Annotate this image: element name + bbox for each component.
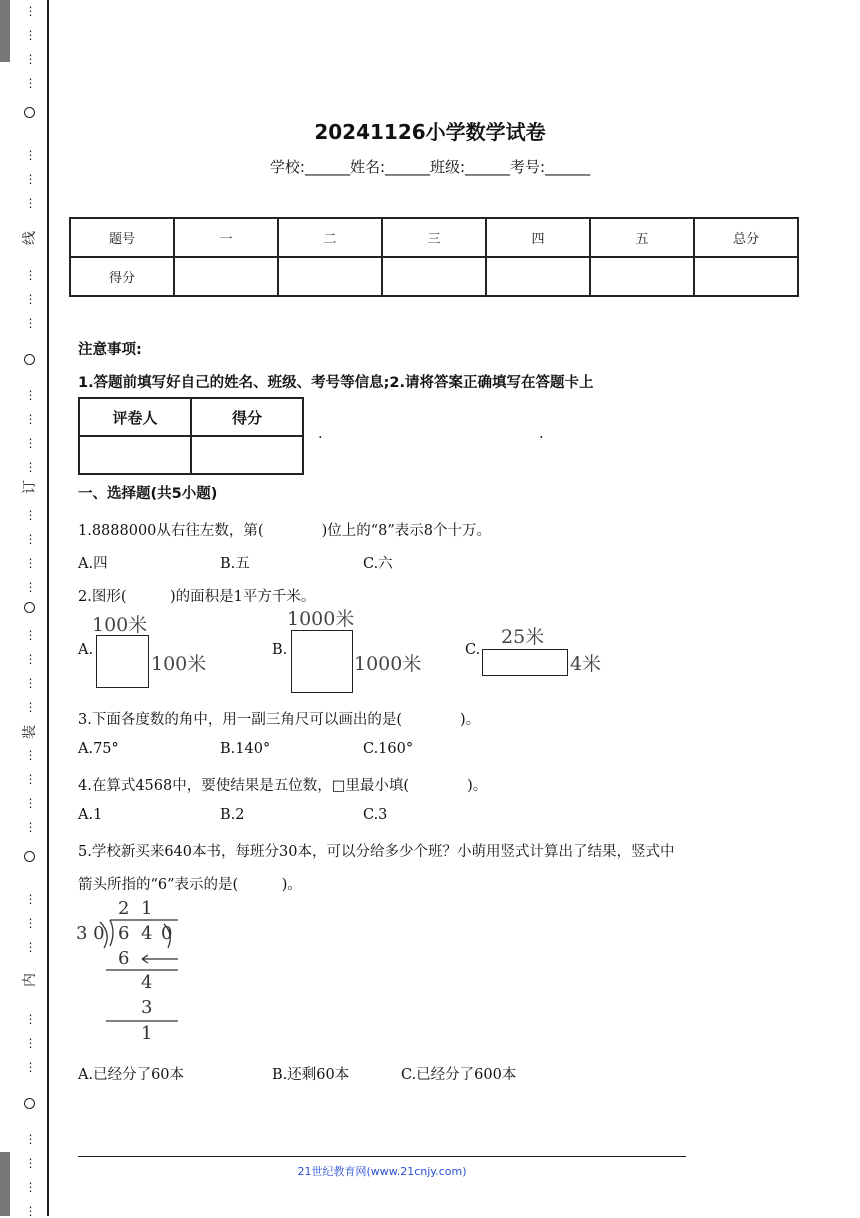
margin-dots: ⋮	[24, 820, 36, 834]
final-remainder: 1	[141, 1023, 153, 1044]
margin-dots: ⋮	[24, 628, 36, 642]
margin-dots: ⋮	[24, 172, 36, 186]
question-3-stem: 3.下面各度数的角中，用一副三角尺可以画出的是( )。	[78, 712, 481, 728]
margin-dots: ⋮	[24, 4, 36, 18]
margin-dots: ⋮	[24, 460, 36, 474]
score-row-label: 得分	[70, 257, 174, 296]
score-header-cell: 三	[382, 218, 486, 257]
margin-dots: ⋮	[24, 676, 36, 690]
margin-circle-icon	[24, 851, 35, 862]
margin-dots: ⋮	[24, 916, 36, 930]
margin-label: 内	[22, 973, 38, 987]
margin-circle-icon	[24, 1098, 35, 1109]
division-bracket-lines	[74, 898, 184, 1048]
margin-gray-block-bottom	[0, 1152, 10, 1216]
figure-c-side-dimension: 4米	[570, 653, 602, 675]
question-3-option-a[interactable]: A.75°	[78, 741, 119, 757]
question-4-stem: 4.在算式4568中，要使结果是五位数，□里最小填( )。	[78, 778, 488, 794]
margin-dots: ⋮	[24, 52, 36, 66]
margin-dots: ⋮	[24, 556, 36, 570]
figure-b-label[interactable]: B.	[272, 642, 288, 658]
question-3-option-b[interactable]: B.140°	[220, 741, 271, 757]
figure-b-square	[291, 630, 353, 693]
margin-dots: ⋮	[24, 508, 36, 522]
quotient-digit: 1	[141, 898, 153, 919]
grader-header-cell: 评卷人	[79, 398, 191, 436]
question-5-stem-line-2: 箭头所指的“6”表示的是( )。	[78, 877, 302, 893]
score-header-cell: 总分	[694, 218, 798, 257]
score-header-cell: 二	[278, 218, 382, 257]
question-1-option-c[interactable]: C.六	[363, 556, 393, 572]
question-4-option-c[interactable]: C.3	[363, 807, 388, 823]
score-blank-cell[interactable]	[694, 257, 798, 296]
margin-dots: ⋮	[24, 28, 36, 42]
question-2-stem: 2.图形( )的面积是1平方千米。	[78, 589, 316, 605]
question-3-option-c[interactable]: C.160°	[363, 741, 414, 757]
question-5-option-b[interactable]: B.还剩60本	[272, 1067, 350, 1083]
margin-dots: ⋮	[24, 412, 36, 426]
figure-c-top-dimension: 25米	[501, 626, 545, 648]
figure-a-top-dimension: 100米	[92, 614, 148, 636]
step-remainder: 4	[141, 972, 153, 993]
question-1-option-a[interactable]: A.四	[78, 556, 108, 572]
student-info-line: 学校:______姓名:______班级:______考号:______	[269, 158, 591, 176]
figure-a-label[interactable]: A.	[78, 642, 94, 658]
margin-dots: ⋮	[24, 196, 36, 210]
quotient-digit: 2	[118, 898, 130, 919]
score-blank-cell[interactable]	[590, 257, 694, 296]
margin-dots: ⋮	[24, 1156, 36, 1170]
margin-dots: ⋮	[24, 1180, 36, 1194]
figure-c-label[interactable]: C.	[465, 642, 481, 658]
footer-rule	[78, 1156, 686, 1157]
question-1-stem: 1.8888000从右往左数，第( )位上的“8”表示8个十万。	[78, 523, 492, 539]
score-header-cell: 一	[174, 218, 278, 257]
notes-text: 1.答题前填写好自己的姓名、班级、考号等信息;2.请将答案正确填写在答题卡上	[78, 375, 594, 391]
margin-gray-block-top	[0, 0, 10, 62]
margin-label: 订	[22, 480, 38, 494]
margin-dots: ⋮	[24, 1204, 36, 1218]
margin-label: 线	[22, 231, 38, 245]
margin-dotted-line	[22, 0, 38, 1216]
dividend-digit: 4	[141, 923, 153, 944]
score-blank-cell[interactable]	[174, 257, 278, 296]
figure-a-side-dimension: 100米	[151, 653, 207, 675]
grader-header-cell: 得分	[191, 398, 303, 436]
question-5-stem-line-1: 5.学校新买来640本书，每班分30本，可以分给多少个班？小萌用竖式计算出了结果，竖式中	[78, 844, 675, 860]
margin-dots: ⋮	[24, 436, 36, 450]
figure-b-side-dimension: 1000米	[354, 653, 422, 675]
margin-dots: ⋮	[24, 1012, 36, 1026]
margin-dots: ⋮	[24, 1060, 36, 1074]
margin-dots: ⋮	[24, 1132, 36, 1146]
dividend-digit: 6	[118, 923, 130, 944]
margin-dots: ⋮	[24, 268, 36, 282]
margin-dots: ⋮	[24, 292, 36, 306]
score-header-cell: 五	[590, 218, 694, 257]
margin-dots: ⋮	[24, 940, 36, 954]
grader-blank-cell[interactable]	[79, 436, 191, 474]
binding-margin	[0, 0, 48, 1216]
page-title: 20241126小学数学试卷	[314, 120, 546, 144]
margin-label: 装	[22, 725, 38, 739]
margin-dots: ⋮	[24, 772, 36, 786]
divisor: 3 0	[76, 923, 105, 944]
score-blank-cell[interactable]	[278, 257, 382, 296]
score-blank-cell[interactable]	[486, 257, 590, 296]
question-5-option-a[interactable]: A.已经分了60本	[78, 1067, 185, 1083]
margin-circle-icon	[24, 602, 35, 613]
margin-dots: ⋮	[24, 388, 36, 402]
dividend-digit: 0	[161, 923, 173, 944]
margin-dots: ⋮	[24, 796, 36, 810]
step-product: 6	[118, 948, 130, 969]
score-blank-cell[interactable]	[382, 257, 486, 296]
long-division-figure	[74, 898, 184, 1048]
question-1-option-b[interactable]: B.五	[220, 556, 250, 572]
margin-border-line	[47, 0, 49, 1216]
margin-dots: ⋮	[24, 700, 36, 714]
score-table	[69, 217, 799, 297]
margin-dots: ⋮	[24, 76, 36, 90]
question-4-option-b[interactable]: B.2	[220, 807, 245, 823]
margin-dots: ⋮	[24, 580, 36, 594]
margin-dots: ⋮	[24, 892, 36, 906]
section-title: 一、选择题(共5小题)	[78, 486, 218, 502]
margin-circle-icon	[24, 354, 35, 365]
figure-c-rectangle	[482, 649, 568, 676]
margin-dots: ⋮	[24, 748, 36, 762]
score-header-cell: 四	[486, 218, 590, 257]
stray-dot: .	[539, 426, 544, 442]
figure-a-square	[96, 635, 149, 688]
margin-dots: ⋮	[24, 148, 36, 162]
grader-table	[78, 397, 304, 475]
margin-dots: ⋮	[24, 1036, 36, 1050]
question-4-option-a[interactable]: A.1	[78, 807, 103, 823]
stray-dot: .	[318, 426, 323, 442]
margin-dots: ⋮	[24, 316, 36, 330]
question-5-option-c[interactable]: C.已经分了600本	[401, 1067, 517, 1083]
margin-dots: ⋮	[24, 652, 36, 666]
step-product: 3	[141, 997, 153, 1018]
margin-dots: ⋮	[24, 532, 36, 546]
grader-blank-cell[interactable]	[191, 436, 303, 474]
figure-b-top-dimension: 1000米	[287, 608, 355, 630]
score-header-cell: 题号	[70, 218, 174, 257]
footer-source: 21世纪教育网(www.21cnjy.com)	[297, 1165, 467, 1178]
notes-heading: 注意事项:	[78, 342, 142, 358]
